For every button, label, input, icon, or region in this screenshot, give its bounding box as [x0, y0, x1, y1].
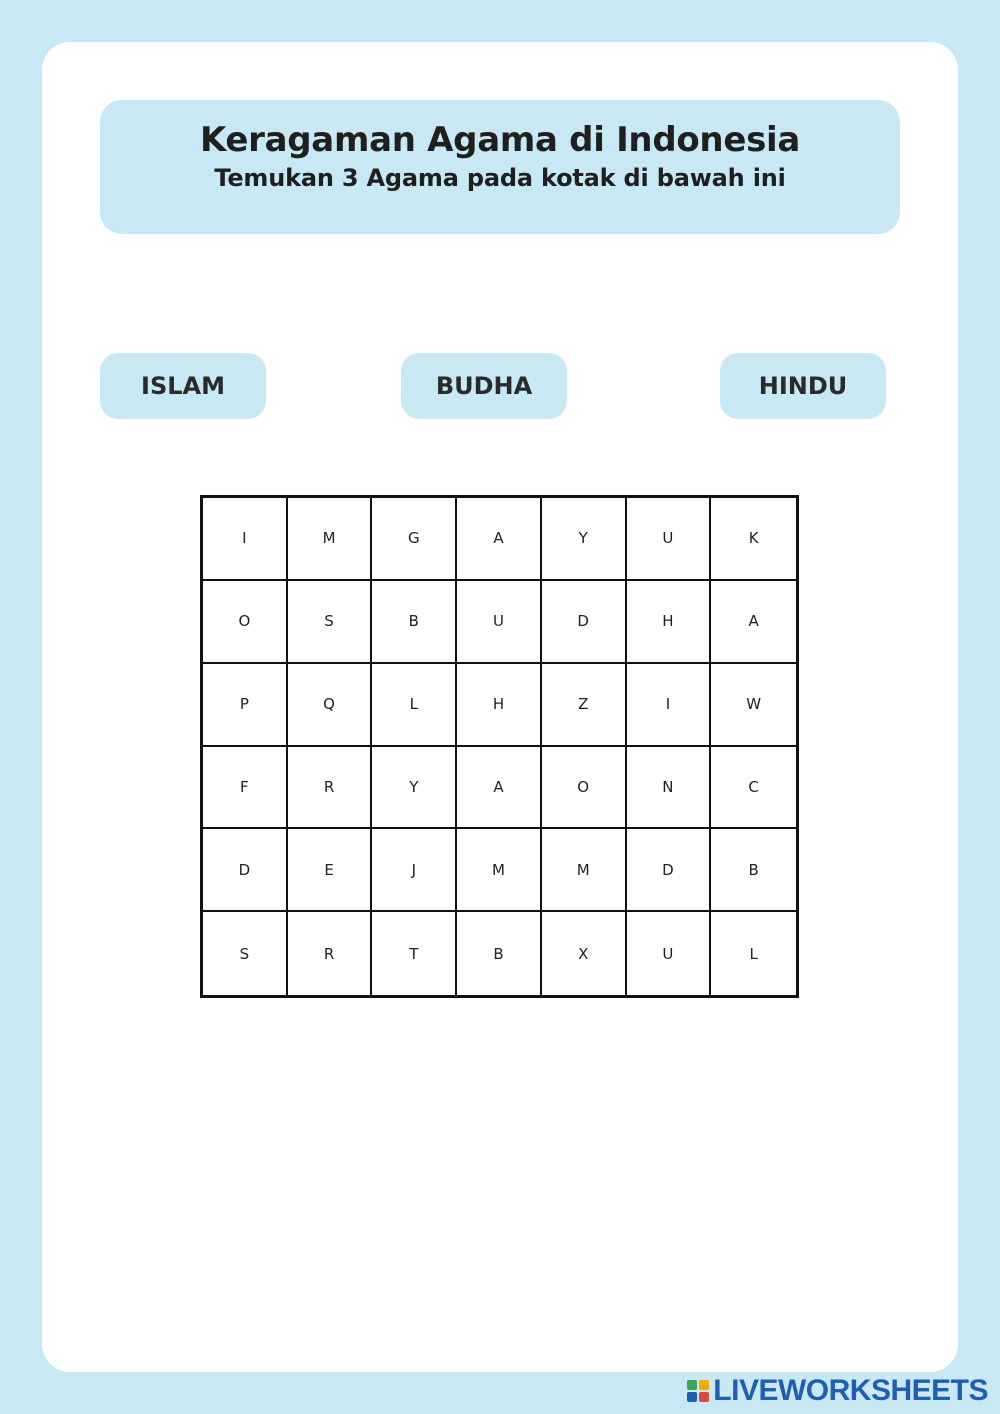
grid-cell[interactable]: N	[627, 747, 712, 830]
grid-cell[interactable]: I	[627, 664, 712, 747]
word-search-grid	[200, 495, 799, 998]
grid-cell[interactable]: A	[457, 498, 542, 581]
worksheet-subtitle: Temukan 3 Agama pada kotak di bawah ini	[214, 164, 786, 192]
grid-cell[interactable]: B	[711, 829, 796, 912]
grid-cell[interactable]: U	[627, 912, 712, 995]
liveworksheets-logo-icon	[687, 1380, 709, 1402]
grid-cell[interactable]: U	[457, 581, 542, 664]
word-chip-hindu: HINDU	[720, 353, 886, 419]
header-banner	[100, 100, 900, 234]
grid-cell[interactable]: T	[372, 912, 457, 995]
logo-square	[699, 1380, 709, 1390]
grid-cell[interactable]: R	[288, 747, 373, 830]
grid-cell[interactable]: Y	[372, 747, 457, 830]
liveworksheets-brand	[687, 1374, 988, 1408]
brand-name: LIVEWORKSHEETS	[713, 1374, 988, 1407]
word-chip-budha: BUDHA	[401, 353, 567, 419]
grid-cell[interactable]: H	[627, 581, 712, 664]
grid-cell[interactable]: S	[288, 581, 373, 664]
grid-cell[interactable]: Z	[542, 664, 627, 747]
grid-cell[interactable]: P	[203, 664, 288, 747]
grid-cell[interactable]: B	[457, 912, 542, 995]
worksheet-title: Keragaman Agama di Indonesia	[199, 120, 801, 160]
grid-cell[interactable]: G	[372, 498, 457, 581]
word-chip-islam: ISLAM	[100, 353, 266, 419]
worksheet	[42, 42, 958, 1372]
grid-cell[interactable]: M	[288, 498, 373, 581]
grid-cell[interactable]: E	[288, 829, 373, 912]
grid-cell[interactable]: L	[749, 944, 758, 963]
grid-cell[interactable]: R	[288, 912, 373, 995]
grid-cell[interactable]: Y	[542, 498, 627, 581]
grid-cell[interactable]: A	[457, 747, 542, 830]
grid-cell[interactable]: I	[203, 498, 288, 581]
grid-cell[interactable]: C	[711, 747, 796, 830]
grid-cell[interactable]: B	[372, 581, 457, 664]
grid-cell[interactable]: W	[711, 664, 796, 747]
grid-cell[interactable]: D	[627, 829, 712, 912]
grid-cell[interactable]: D	[203, 829, 288, 912]
grid-cell[interactable]: M	[542, 829, 627, 912]
grid-cell[interactable]: M	[457, 829, 542, 912]
grid-cell[interactable]: K	[711, 498, 796, 581]
grid-cell[interactable]: A	[711, 581, 796, 664]
grid-cell[interactable]: O	[203, 581, 288, 664]
grid-cell[interactable]: D	[542, 581, 627, 664]
grid-cell[interactable]: O	[542, 747, 627, 830]
grid-cell[interactable]: Q	[288, 664, 373, 747]
logo-square	[687, 1392, 697, 1402]
grid-cell[interactable]: J	[372, 829, 457, 912]
logo-square	[699, 1392, 709, 1402]
grid-cell[interactable]: F	[203, 747, 288, 830]
grid-cell[interactable]: H	[457, 664, 542, 747]
grid-cell[interactable]: U	[627, 498, 712, 581]
grid-cell[interactable]: X	[542, 912, 627, 995]
logo-square	[687, 1380, 697, 1390]
grid-cell[interactable]: S	[203, 912, 288, 995]
grid-cell[interactable]: L	[372, 664, 457, 747]
